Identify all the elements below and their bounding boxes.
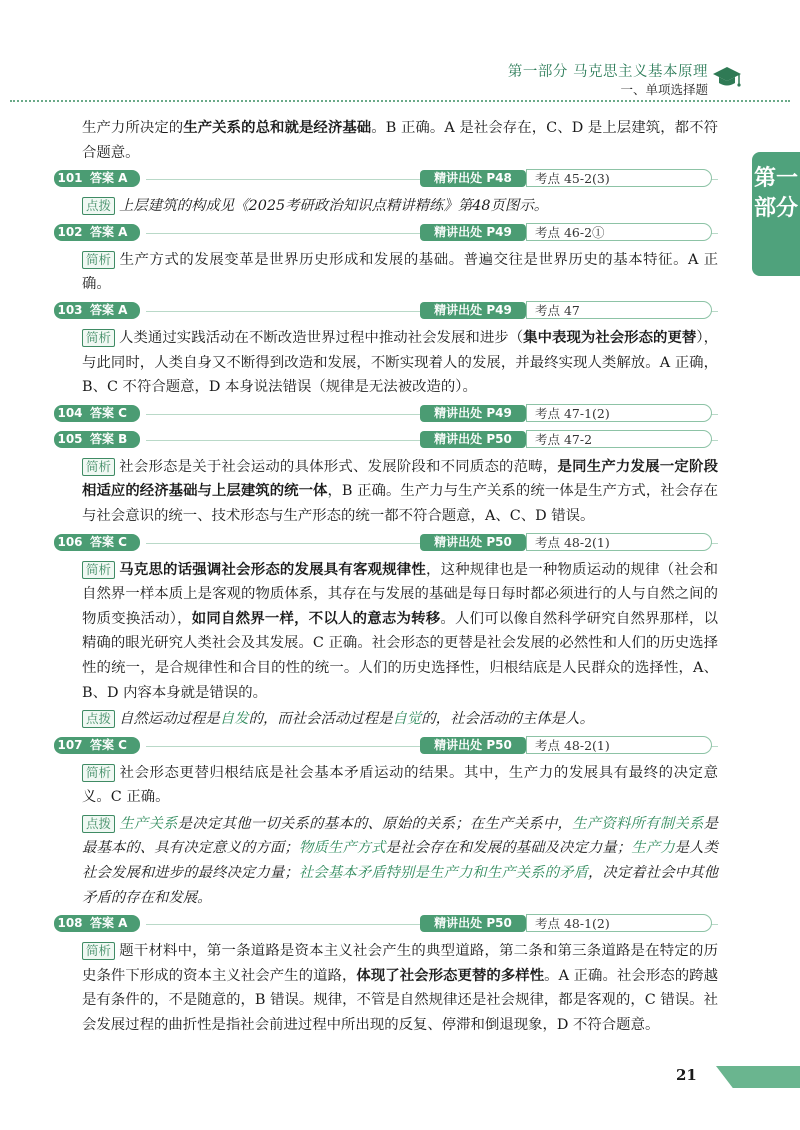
tip-tag: 点拨 — [82, 815, 115, 833]
tip-highlight-5: 社会基本矛盾特别是生产力和生产关系的矛盾 — [298, 865, 588, 882]
source-badge: 精讲出处 P50 — [420, 737, 526, 754]
source-badge: 精讲出处 P49 — [420, 224, 526, 241]
analysis-text: 题干材料中，第一条道路是资本主义社会产生的典型道路，第二条和第三条道路是在特定的历史条件下形成的资本主义社会产生的道路， — [82, 943, 718, 984]
answer-row-102 — [54, 222, 718, 245]
question-number: 108 — [54, 915, 86, 932]
analysis-paragraph-107 — [82, 761, 718, 810]
kaodian-box: 考点 48-2(1) — [526, 533, 712, 551]
analysis-tag: 简析 — [82, 251, 115, 269]
answer-row-107 — [54, 735, 718, 758]
answer-label: 答案 A — [86, 915, 140, 932]
analysis-tag: 简析 — [82, 458, 115, 476]
tip-text-4: 是人类社会发展和进步的最终决定力量； — [82, 840, 718, 882]
answer-label: 答案 A — [86, 224, 140, 241]
header-divider — [10, 100, 790, 102]
tip-highlight-2: 自觉 — [392, 711, 422, 728]
answer-row-108 — [54, 913, 718, 936]
analysis-bold: 体现了社会形态更替的多样性 — [356, 966, 545, 984]
analysis-text-2: 。人们可以像自然科学研究自然界那样，以精确的眼光研究人类社会及其发展。C 正确。社会形态的更替是社会发展的必然性和人们的历史选择性的统一，是合规律性和合目的性的统一。人们的历史选择性，归根结底是人民群众的选择性，A、B、D 内容本身就是错误的。 — [82, 610, 718, 701]
kaodian-box: 考点 46-2① — [526, 223, 712, 241]
tip-highlight-2: 生产资料所有制关系 — [572, 815, 704, 832]
tip-text: 上层建筑的构成见《2025考研政治知识点精讲精练》第48页图示。 — [119, 198, 549, 215]
analysis-text-end: ），与此同时，人类自身又不断得到改造和发展，不断实现着人的发展，并最终实现人类解放。A 正确，B、C 不符合题意，D 本身说法错误（规律是无法被改造的）。 — [82, 329, 718, 396]
answer-row-106 — [54, 532, 718, 555]
answer-label: 答案 A — [86, 170, 140, 187]
tip-text-3: 是社会存在和发展的基础及决定力量； — [385, 840, 632, 857]
tip-paragraph-107 — [82, 812, 718, 910]
section-subtitle: 一、单项选择题 — [620, 82, 708, 97]
source-badge: 精讲出处 P50 — [420, 915, 526, 932]
page-header — [0, 0, 800, 110]
analysis-tag: 简析 — [82, 329, 115, 347]
answer-row-101 — [54, 168, 718, 191]
analysis-bold: 马克思的话强调社会形态的发展具有客观规律性 — [119, 560, 427, 578]
tip-highlight-4: 生产力 — [631, 840, 675, 857]
question-number: 101 — [54, 170, 86, 187]
question-number: 106 — [54, 534, 86, 551]
part-side-tab: 第一部分 — [752, 152, 800, 276]
analysis-bold: 是同生产力发展一定阶段相适应的经济基础与上层建筑的统一体 — [82, 457, 718, 500]
analysis-paragraph-103 — [82, 326, 718, 400]
source-badge: 精讲出处 P48 — [420, 170, 526, 187]
analysis-paragraph-105 — [82, 455, 718, 529]
kaodian-box: 考点 47-2 — [526, 430, 712, 448]
answer-row-104 — [54, 403, 718, 426]
kaodian-box: 考点 47 — [526, 301, 712, 319]
footer-decoration — [716, 1066, 800, 1088]
kaodian-box: 考点 48-1(2) — [526, 914, 712, 932]
kaodian-box: 考点 47-1(2) — [526, 404, 712, 422]
analysis-text-end: ，B 正确。生产力与生产关系的统一体是生产方式，社会存在与社会意识的统一、技术形态与生产形态的统一都不符合题意，A、C、D 错误。 — [82, 483, 718, 524]
tip-text: 自然运动过程是 — [119, 711, 220, 728]
analysis-text: ，这种规律也是一种物质运动的规律（社会和自然界一样本质上是客观的物质体系，其存在与发展的基础是每日每时都必须进行的人与自然之间的物质变换活动）， — [82, 561, 718, 627]
tip-tag: 点拨 — [82, 197, 115, 215]
answer-label: 答案 B — [86, 431, 140, 448]
analysis-paragraph-102 — [82, 248, 718, 297]
answer-label: 答案 C — [86, 405, 140, 422]
tip-text-2: 的，而社会活动过程是 — [248, 711, 393, 728]
answer-label: 答案 A — [86, 302, 140, 319]
analysis-tag: 简析 — [82, 561, 115, 579]
analysis-bold-2: 如同自然界一样，不以人的意志为转移 — [191, 609, 441, 627]
analysis-tag: 简析 — [82, 942, 115, 960]
graduation-cap-icon — [712, 62, 742, 92]
analysis-text: 人类通过实践活动在不断改造世界过程中推动社会发展和进步（ — [119, 329, 524, 346]
analysis-text-end: 。A 正确。社会形态的跨越是有条件的，不是随意的，B 错误。规律，不管是自然规律还是社会规律，都是客观的，C 错误。社会发展过程的曲折性是指社会前进过程中所出现的反复、停滞和倒退现象，D 不符合题意。 — [82, 967, 718, 1034]
tip-text-1: 是决定其他一切关系的基本的、原始的关系；在生产关系中， — [177, 815, 573, 832]
tip-paragraph-101 — [82, 194, 718, 219]
question-number: 104 — [54, 405, 86, 422]
answer-label: 答案 C — [86, 534, 140, 551]
tip-highlight-1: 生产关系 — [119, 815, 178, 832]
intro-text-end: 。B 正确。A 是社会存在，C、D 是上层建筑，都不符合题意。 — [82, 120, 718, 161]
kaodian-box: 考点 45-2(3) — [526, 169, 712, 187]
analysis-tag: 简析 — [82, 764, 115, 782]
question-number: 103 — [54, 302, 86, 319]
source-badge: 精讲出处 P50 — [420, 431, 526, 448]
analysis-text: 生产方式的发展变革是世界历史形成和发展的基础。普遍交往是世界历史的基本特征。A 正确。 — [82, 251, 718, 293]
analysis-paragraph-108 — [82, 939, 718, 1037]
source-badge: 精讲出处 P49 — [420, 405, 526, 422]
page-number: 21 — [676, 1066, 697, 1084]
intro-paragraph — [82, 116, 718, 165]
tip-tag: 点拨 — [82, 710, 115, 728]
tip-highlight-3: 物质生产方式 — [298, 840, 386, 857]
answer-row-105 — [54, 429, 718, 452]
tip-text-5: ，决定着社会中其他矛盾的存在和发展。 — [82, 865, 718, 906]
question-number: 105 — [54, 431, 86, 448]
tip-text-3: 的，社会活动的主体是人。 — [421, 711, 594, 728]
analysis-bold: 集中表现为社会形态的更替 — [523, 328, 697, 346]
kaodian-box: 考点 48-2(1) — [526, 736, 712, 754]
analysis-text: 社会形态是关于社会运动的具体形式、发展阶段和不同质态的范畴， — [119, 458, 558, 475]
answer-label: 答案 C — [86, 737, 140, 754]
tip-paragraph-106 — [82, 707, 718, 732]
intro-bold: 生产关系的总和就是经济基础 — [183, 119, 372, 136]
intro-text: 生产力所决定的 — [82, 120, 184, 136]
question-number: 102 — [54, 224, 86, 241]
tip-highlight: 自发 — [219, 711, 249, 728]
section-title: 第一部分 马克思主义基本原理 — [507, 64, 708, 80]
answer-row-103 — [54, 300, 718, 323]
source-badge: 精讲出处 P49 — [420, 302, 526, 319]
analysis-paragraph-106 — [82, 558, 718, 706]
answers-content — [57, 116, 718, 1040]
tip-text-2: 是最基本的、具有决定意义的方面； — [82, 815, 718, 857]
question-number: 107 — [54, 737, 86, 754]
analysis-text: 社会形态更替归根结底是社会基本矛盾运动的结果。其中，生产力的发展具有最终的决定意义。C 正确。 — [82, 764, 718, 806]
source-badge: 精讲出处 P50 — [420, 534, 526, 551]
